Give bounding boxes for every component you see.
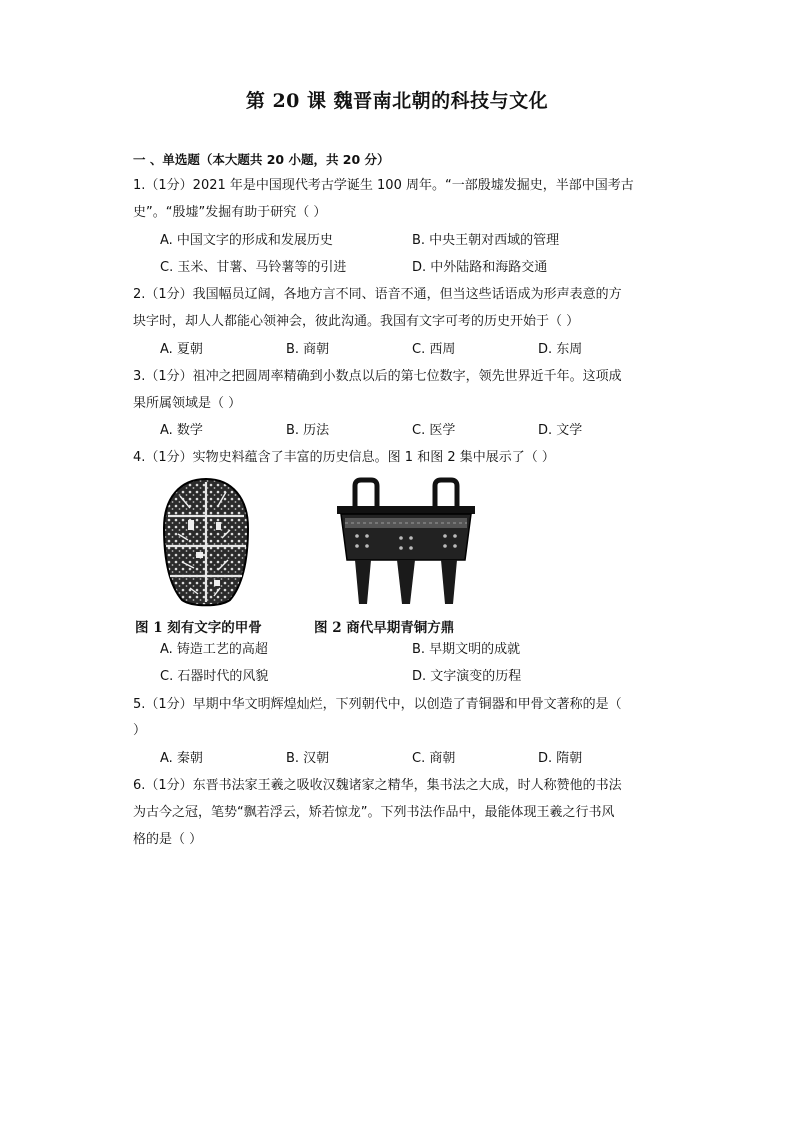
question-1-stem-line-2: 史”。“殷墟”发掘有助于研究（ ） xyxy=(133,205,327,220)
question-1-stem-line-1: 1.（1分）2021 年是中国现代考古学诞生 100 周年。“一部殷墟发掘史，半部中国考古 xyxy=(133,178,634,193)
question-4-option-c[interactable]: C. 石器时代的风貌 xyxy=(160,669,269,684)
question-1-option-a[interactable]: A. 中国文字的形成和发展历史 xyxy=(160,233,333,248)
question-5-option-b[interactable]: B. 汉朝 xyxy=(286,751,330,766)
question-2-option-b[interactable]: B. 商朝 xyxy=(286,342,330,357)
question-5-stem-line-1: 5.（1分）早期中华文明辉煌灿烂，下列朝代中，以创造了青铜器和甲骨文著称的是（ xyxy=(133,697,622,712)
question-4-option-d[interactable]: D. 文字演变的历程 xyxy=(412,669,522,684)
question-4-stem-line-1: 4.（1分）实物史料蕴含了丰富的历史信息。图 1 和图 2 集中展示了（ ） xyxy=(133,450,555,465)
question-2-stem-line-1: 2.（1分）我国幅员辽阔，各地方言不同、语音不通，但当这些话语成为形声表意的方 xyxy=(133,287,622,302)
question-5-option-a[interactable]: A. 秦朝 xyxy=(160,751,203,766)
question-3-option-b[interactable]: B. 历法 xyxy=(286,423,330,438)
question-5-option-c[interactable]: C. 商朝 xyxy=(412,751,456,766)
question-2-option-a[interactable]: A. 夏朝 xyxy=(160,342,203,357)
question-3-option-c[interactable]: C. 医学 xyxy=(412,423,456,438)
question-6-stem-line-1: 6.（1分）东晋书法家王羲之吸收汉魏诸家之精华，集书法之大成，时人称赞他的书法 xyxy=(133,778,622,793)
question-4-option-a[interactable]: A. 铸造工艺的高超 xyxy=(160,642,268,657)
oracle-bone-image xyxy=(160,476,252,608)
page-title: 第 20 课 魏晋南北朝的科技与文化 xyxy=(245,90,549,112)
question-3-option-a[interactable]: A. 数学 xyxy=(160,423,203,438)
question-3-stem-line-2: 果所属领域是（ ） xyxy=(133,396,242,411)
question-3-stem-line-1: 3.（1分）祖冲之把圆周率精确到小数点以后的第七位数字，领先世界近千年。这项成 xyxy=(133,369,622,384)
question-1-option-d[interactable]: D. 中外陆路和海路交通 xyxy=(412,260,548,275)
section-header: 一 、单选题（本大题共 20 小题，共 20 分） xyxy=(133,152,390,167)
question-2-option-d[interactable]: D. 东周 xyxy=(538,342,583,357)
question-1-option-c[interactable]: C. 玉米、甘薯、马铃薯等的引进 xyxy=(160,260,347,275)
question-5-option-d[interactable]: D. 隋朝 xyxy=(538,751,583,766)
question-2-stem-line-2: 块字时，却人人都能心领神会，彼此沟通。我国有文字可考的历史开始于（ ） xyxy=(133,314,580,329)
question-4-option-b[interactable]: B. 早期文明的成就 xyxy=(412,642,521,657)
figure-2-caption: 图 2 商代早期青铜方鼎 xyxy=(314,620,455,636)
figure-1-caption: 图 1 刻有文字的甲骨 xyxy=(135,620,262,636)
question-6-stem-line-3: 格的是（ ） xyxy=(133,832,203,847)
question-3-option-d[interactable]: D. 文学 xyxy=(538,423,583,438)
question-6-stem-line-2: 为古今之冠，笔势“飘若浮云，矫若惊龙”。下列书法作品中，最能体现王羲之行书风 xyxy=(133,805,615,820)
question-2-option-c[interactable]: C. 西周 xyxy=(412,342,456,357)
bronze-ding-image xyxy=(331,476,481,608)
question-1-option-b[interactable]: B. 中央王朝对西域的管理 xyxy=(412,233,560,248)
question-5-stem-line-2: ） xyxy=(133,723,147,738)
